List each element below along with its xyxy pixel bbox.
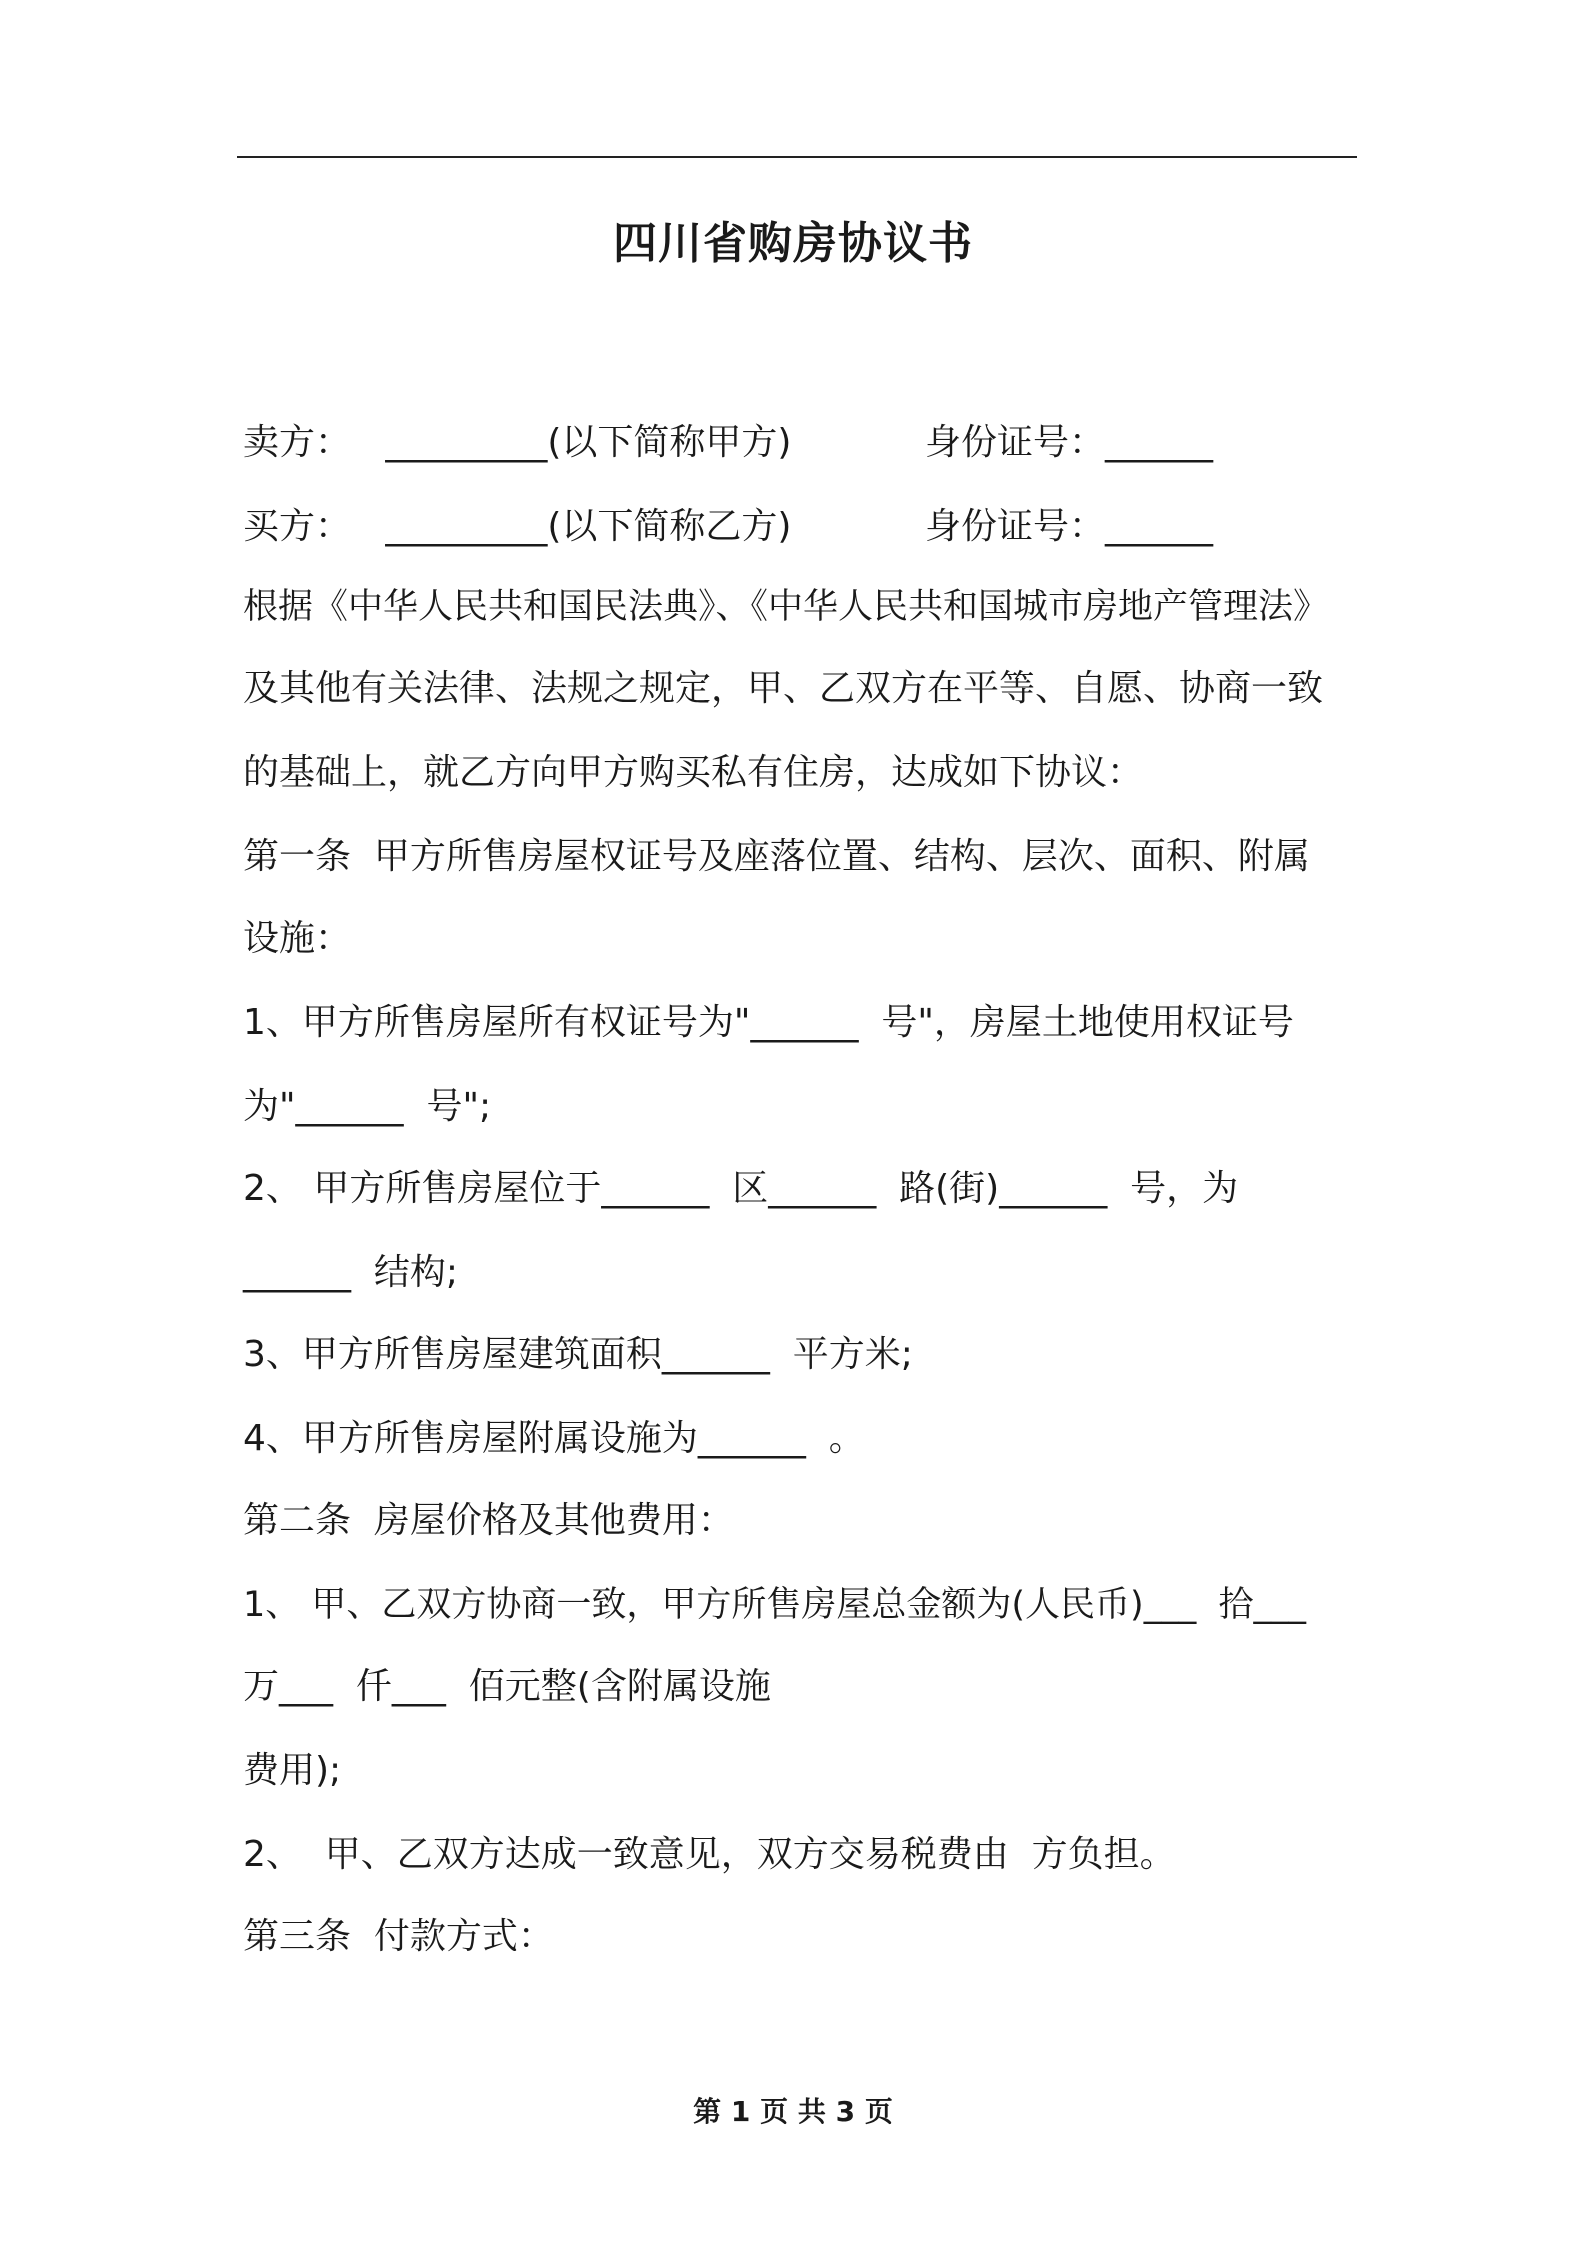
body-line: 的基础上，就乙方向甲方购买私有住房，达成如下协议： (243, 752, 1144, 793)
seller-id-field: 身份证号：______ (925, 422, 1214, 463)
article-heading: 第一条 甲方所售房屋权证号及座落位置、结构、层次、面积、附属 (243, 836, 1310, 877)
page-number: 第 1 页 共 3 页 (693, 2095, 893, 2128)
article-heading: 第二条 房屋价格及其他费用： (243, 1500, 734, 1541)
clause-item: 3、甲方所售房屋建筑面积______ 平方米; (243, 1334, 913, 1375)
buyer-id-field: 身份证号：______ (925, 506, 1214, 547)
article-heading: 第三条 付款方式： (243, 1916, 554, 1957)
body-line: 及其他有关法律、法规之规定，甲、乙双方在平等、自愿、协商一致 (243, 668, 1324, 709)
clause-item: 2、 甲、乙双方达成一致意见，双方交易税费由 方负担。 (243, 1834, 1176, 1875)
clause-item: 费用); (243, 1750, 342, 1791)
clause-item: ______ 结构; (243, 1252, 459, 1293)
clause-item: 为"______ 号"; (243, 1086, 492, 1127)
clause-item: 1、 甲、乙双方协商一致，甲方所售房屋总金额为(人民币)___ 拾___ (243, 1585, 1306, 1625)
document-title: 四川省购房协议书 (613, 218, 973, 269)
body-line: 根据《中华人民共和国民法典》、《中华人民共和国城市房地产管理法》 (243, 587, 1329, 627)
clause-item: 4、甲方所售房屋附属设施为______ 。 (243, 1418, 865, 1459)
seller-line: 卖方： _________(以下简称甲方) (243, 422, 792, 463)
clause-item: 万___ 仟___ 佰元整(含附属设施 (243, 1666, 771, 1707)
clause-item: 2、 甲方所售房屋位于______ 区______ 路(街)______ 号，为 (243, 1168, 1239, 1209)
header-rule (237, 156, 1357, 158)
body-line: 设施： (243, 918, 352, 959)
clause-item: 1、甲方所售房屋所有权证号为"______ 号"，房屋土地使用权证号 (243, 1002, 1294, 1043)
buyer-line: 买方： _________(以下简称乙方) (243, 506, 792, 547)
